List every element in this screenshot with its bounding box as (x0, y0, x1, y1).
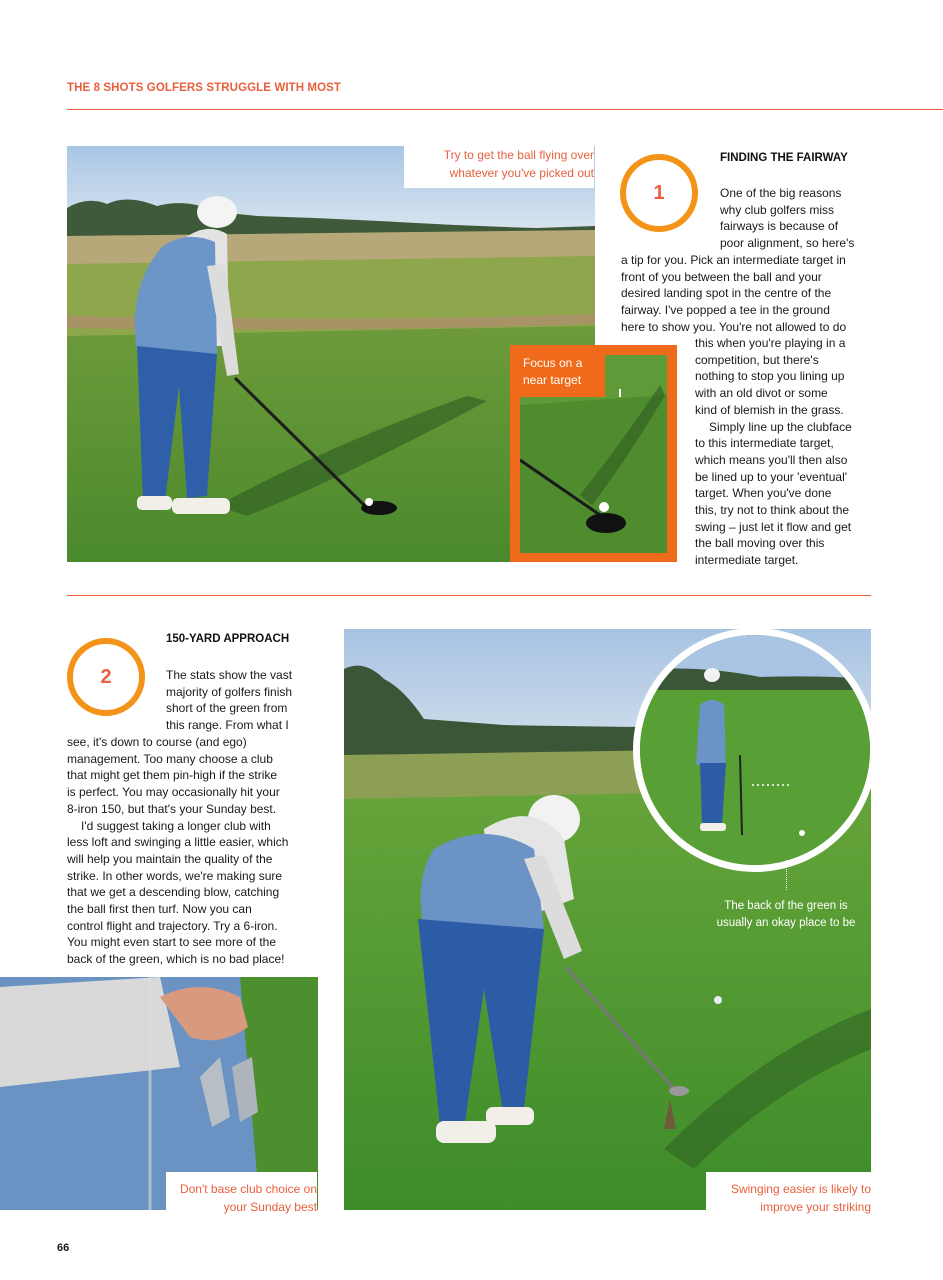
tip1-body-narrow (720, 185, 875, 252)
text-line: that we get a descending blow, catching (67, 885, 280, 900)
text-line: 8-iron 150, but that's your Sunday best. (67, 801, 277, 816)
text-line: One of the big reasons (720, 186, 842, 200)
tip1-body-full (621, 252, 881, 336)
text-line: this range. From what I (166, 718, 289, 733)
text-line: target. When you've done (695, 486, 832, 501)
text-line: this when you're playing in a (695, 336, 846, 350)
text-line: desired landing spot in the centre of the (621, 286, 832, 301)
text-line: The stats show the vast (166, 668, 293, 682)
dotted-guide-line (786, 860, 787, 890)
text-line: poor alignment, so here's (720, 236, 855, 251)
text-line: to this intermediate target, (695, 436, 834, 451)
tip2-circle-inset (633, 628, 877, 872)
text-line: fairway. I've popped a tee in the ground (621, 303, 830, 318)
header-rule (67, 109, 943, 110)
text-line: nothing to stop you lining up (695, 369, 845, 384)
text-line: swing – just let it flow and get (695, 519, 852, 534)
text-line: this, try not to think about the (695, 503, 850, 518)
tip2-number: 2 (100, 665, 112, 688)
text-line: a tip for you. Pick an intermediate target in (621, 253, 846, 267)
text-line: front of you between the ball and your (621, 269, 822, 284)
text-line: kind of blemish in the grass. (695, 402, 844, 417)
text-line: strike. In other words, we're making sure (67, 868, 283, 883)
text-line: why club golfers miss (720, 202, 835, 217)
tip1-inset-label: Focus on a near target (523, 356, 583, 387)
text-line: is perfect. You may occasionally hit your (67, 785, 280, 800)
text-line: management. Too many choose a club (67, 751, 273, 766)
text-line: majority of golfers finish (166, 684, 293, 699)
tip2-body-full (67, 734, 337, 968)
text-line: see, it's down to course (and ego) (67, 735, 247, 749)
text-line: that might get them pin-high if the strike (67, 768, 278, 783)
text-line: short of the green from (166, 701, 288, 716)
text-line: the ball moving over this (695, 536, 825, 551)
text-line: which means you'll then also (695, 452, 848, 467)
text-line: back of the green, which is no bad place! (67, 952, 285, 967)
text-line: I'd suggest taking a longer club with (81, 818, 271, 833)
tip2-body-narrow (166, 667, 326, 734)
text-line: competition, but there's (695, 352, 819, 367)
text-line: intermediate target. (695, 553, 799, 568)
tip2-heading: 150-YARD APPROACH (166, 633, 290, 645)
section-header: THE 8 SHOTS GOLFERS STRUGGLE WITH MOST (67, 82, 342, 94)
section-divider (67, 595, 871, 596)
text-line: fairways is because of (720, 219, 839, 234)
text-line: with an old divot or some (695, 386, 828, 401)
tip1-number: 1 (653, 181, 665, 204)
text-line: control flight and trajectory. Try a 6-iron. (67, 918, 278, 933)
tip1-heading: FINDING THE FAIRWAY (720, 152, 848, 164)
tip2-irons-caption: Don't base club choice on your Sunday best (166, 1172, 317, 1220)
tip2-circle-caption: The back of the green is usually an okay place to be (716, 900, 856, 929)
tip1-number-badge (620, 154, 698, 232)
text-line: here to show you. You're not allowed to do (621, 319, 847, 334)
text-line: You might even start to see more of the (67, 935, 277, 950)
tip2-number-badge (67, 638, 145, 716)
tip1-body-beside-inset (695, 335, 880, 569)
text-line: the ball first then turf. Now you can (67, 902, 252, 917)
text-line: Simply line up the clubface (709, 419, 852, 434)
tip1-photo-caption: Try to get the ball flying over whatever you've picked out (404, 146, 594, 188)
text-line: will help you maintain the quality of the (67, 851, 273, 866)
tip2-main-caption: Swinging easier is likely to improve your striking (706, 1172, 871, 1220)
text-line: be lined up to your 'eventual' (695, 469, 848, 484)
text-line: less loft and swinging a little easier, which (67, 835, 289, 850)
page-number: 66 (57, 1242, 70, 1254)
